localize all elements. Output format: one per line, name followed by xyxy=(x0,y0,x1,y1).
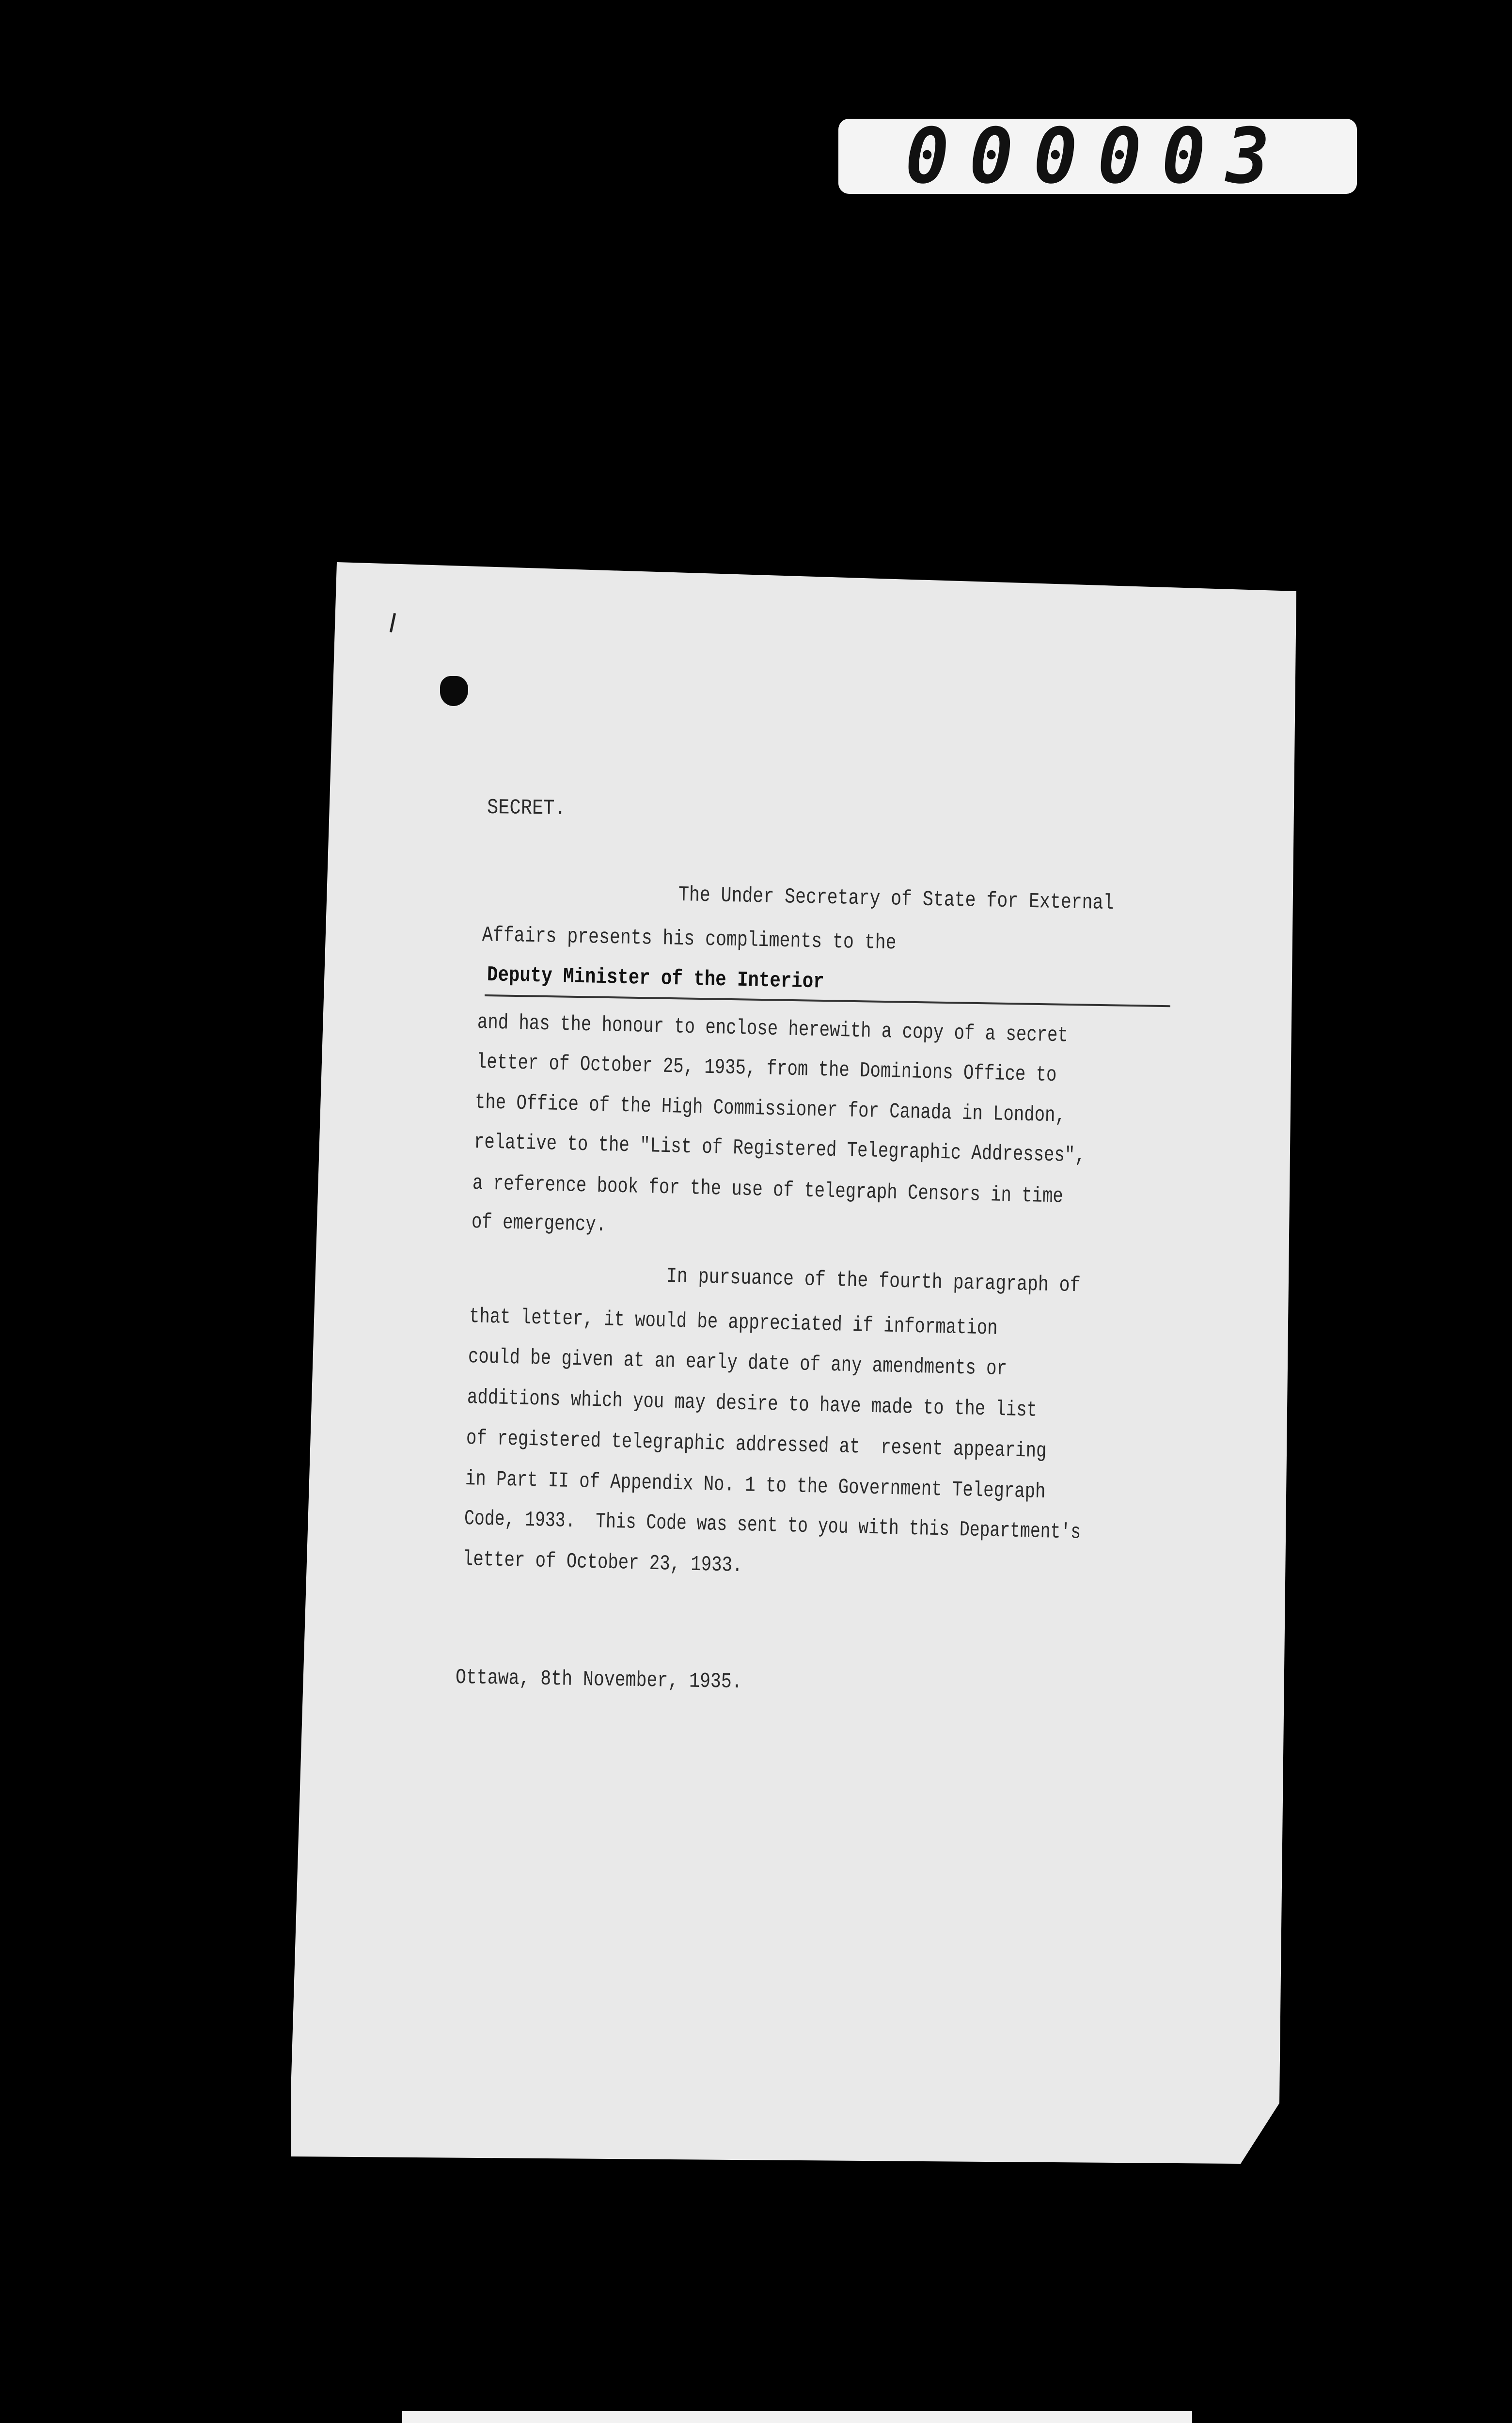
para1-line-1: The Under Secretary of State for External xyxy=(678,883,1114,916)
place-and-date: Ottawa, 8th November, 1935. xyxy=(455,1666,743,1695)
para2-line-6: in Part II of Appendix No. 1 to the Government Telegraph xyxy=(465,1467,1046,1505)
para1-line-8: of emergency. xyxy=(471,1210,607,1238)
para2-line-2: that letter, it would be appreciated if information xyxy=(469,1305,998,1341)
classification-heading: SECRET. xyxy=(487,796,566,821)
para1-line-6: relative to the "List of Registered Telegraphic Addresses", xyxy=(473,1130,1086,1168)
para1-line-5: the Office of the High Commissioner for Canada in London, xyxy=(474,1090,1066,1128)
para2-line-5: of registered telegraphic addressed at resent appearing xyxy=(466,1426,1047,1464)
frame-number: 000003 xyxy=(905,112,1290,201)
para2-line-3: could be given at an early date of any amendments or xyxy=(468,1345,1008,1382)
para2-line-1: In pursuance of the fourth paragraph of xyxy=(666,1264,1081,1298)
para2-line-7: Code, 1933. This Code was sent to you with this Department's xyxy=(464,1507,1081,1545)
archive-reference-label xyxy=(402,2411,1192,2423)
para1-line-2: Affairs presents his compliments to the xyxy=(482,923,897,956)
frame-number-label xyxy=(838,112,1357,201)
para2-line-8: letter of October 23, 1933. xyxy=(462,1547,743,1578)
para1-line-7: a reference book for the use of telegraph Censors in time xyxy=(472,1171,1064,1209)
para1-line-4: letter of October 25, 1935, from the Dominions Office to xyxy=(476,1050,1057,1088)
para2-line-4: additions which you may desire to have made to the list xyxy=(467,1385,1038,1423)
para1-line-3: and has the honour to enclose herewith a copy of a secret xyxy=(477,1010,1069,1048)
addressee: Deputy Minister of the Interior xyxy=(487,963,825,994)
